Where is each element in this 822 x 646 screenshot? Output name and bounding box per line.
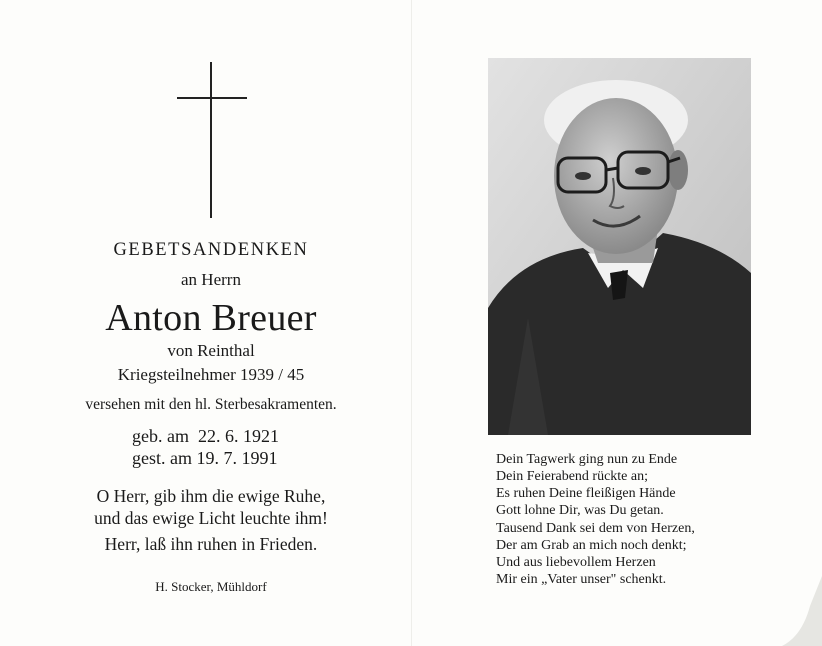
printer-credit: H. Stocker, Mühldorf <box>155 579 267 594</box>
poem-line: Und aus liebevollem Herzen <box>496 555 656 570</box>
war-service: Kriegsteilnehmer 1939 / 45 <box>117 365 305 384</box>
poem-stanza <box>496 451 677 519</box>
portrait-icon <box>488 58 751 435</box>
deceased-name: Anton Breuer <box>105 297 317 339</box>
portrait-photo <box>488 58 751 435</box>
prayer-line: Herr, laß ihn ruhen in Frieden. <box>104 534 318 554</box>
card-heading: GEBETSANDENKEN <box>113 240 309 260</box>
poem-line: Dein Feierabend rückte an; <box>496 469 648 484</box>
poem-line: Es ruhen Deine fleißigen Hände <box>496 486 676 501</box>
poem-line: Tausend Dank sei dem von Herzen, <box>496 521 695 536</box>
poem-line: Gott lohne Dir, was Du getan. <box>496 503 664 518</box>
poem-line: Mir ein „Vater unser" schenkt. <box>496 572 667 587</box>
prayer-line: O Herr, gib ihm die ewige Ruhe, <box>96 486 326 506</box>
birth-date: geb. am 22. 6. 1921 <box>132 426 279 446</box>
death-date: gest. am 19. 7. 1991 <box>132 448 278 468</box>
worn-corner <box>782 576 822 646</box>
salutation: an Herrn <box>181 270 241 289</box>
origin: von Reinthal <box>167 341 255 360</box>
prayer-line: und das ewige Licht leuchte ihm! <box>94 508 328 528</box>
poem-line: Dein Tagwerk ging nun zu Ende <box>496 452 678 467</box>
poem-line: Der am Grab an mich noch denkt; <box>496 538 687 553</box>
sacraments-note: versehen mit den hl. Sterbesakramenten. <box>85 396 337 413</box>
poem-stanza <box>496 520 695 588</box>
